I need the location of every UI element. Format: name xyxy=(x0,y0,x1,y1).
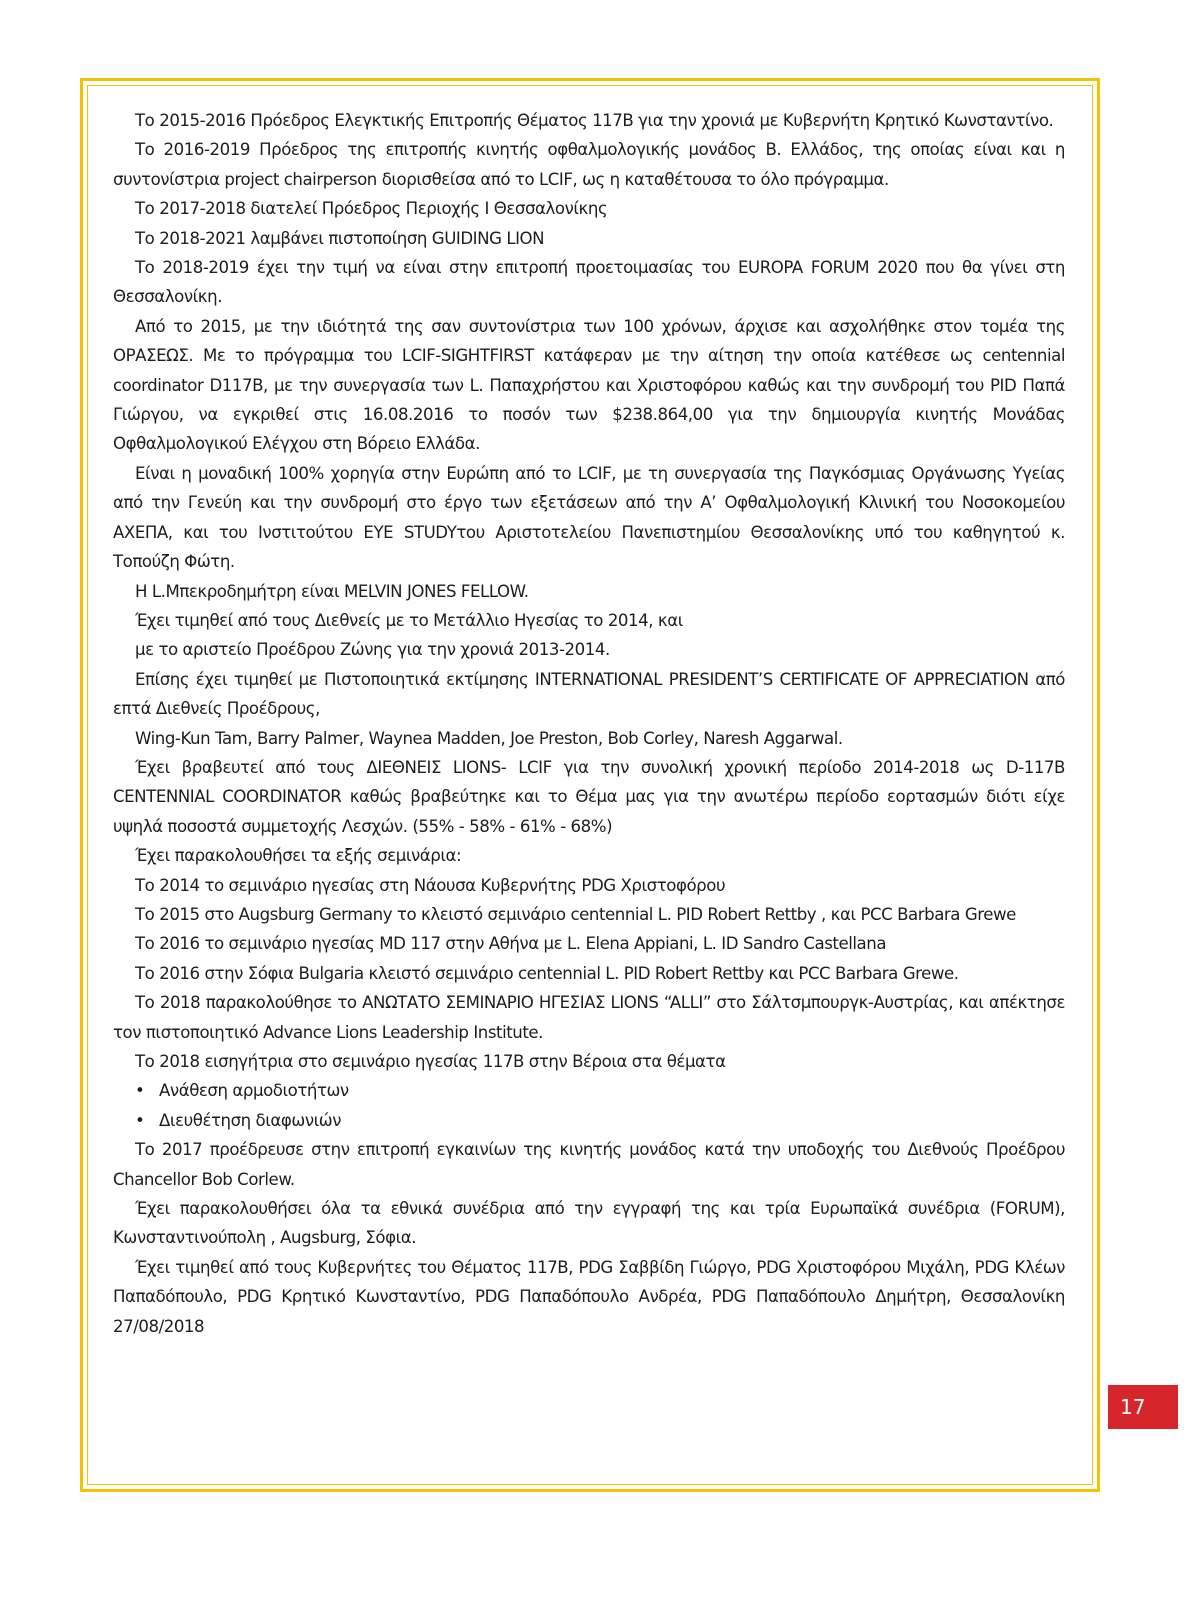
paragraph: Το 2016-2019 Πρόεδρος της επιτροπής κινητής οφθαλμολογικής μονάδος Β. Ελλάδος, της οποίας είναι και η συντονίστρια project chairperson διορισθείσα από το LCIF, ως η καταθέτουσα το όλο πρόγραμμα. xyxy=(113,140,1065,189)
list-item xyxy=(113,1106,1065,1135)
page-number-badge: 17 xyxy=(1108,1385,1178,1429)
list-item-text: Διευθέτηση διαφωνιών xyxy=(159,1110,342,1130)
paragraph: Το 2014 το σεμινάριο ηγεσίας στη Νάουσα Κυβερνήτης PDG Χριστοφόρου xyxy=(135,875,726,895)
paragraph: Το 2018-2021 λαμβάνει πιστοποίηση GUIDING LION xyxy=(135,228,545,248)
paragraph: Το 2017 προέδρευσε στην επιτροπή εγκαινίων της κινητής μονάδος κατά την υποδοχής του Διεθνούς Προέδρου Chancellor Bob Corlew. xyxy=(113,1140,1065,1189)
paragraph: Επίσης έχει τιμηθεί με Πιστοποιητικά εκτίμησης INTERNATIONAL PRESIDENT’S CERTIFICATE OF APPRECIATION από επτά Διεθνείς Προέδρους, xyxy=(113,669,1065,719)
paragraph: Το 2018 εισηγήτρια στο σεμινάριο ηγεσίας 117Β στην Βέροια στα θέματα xyxy=(135,1052,726,1071)
paragraph: Είναι η μοναδική 100% χορηγία στην Ευρώπη από το LCIF, με τη συνεργασία της Παγκόσμιας Οργάνωσης Υγείας από την Γενεύη και την συνδρομή στο έργο των εξετάσεων από την Α’ Οφθαλμολογική Κλινική του Νοσοκομείου ΑΧΕΠΑ, και του Ινστιτούτου EYE STUDYτου Αριστοτελείου Πανεπιστημίου Θεσσαλονίκης υπό του καθηγητού κ. Τοπούζη Φώτη. xyxy=(113,463,1065,572)
paragraph: Έχει τιμηθεί από τους Διεθνείς με το Μετάλλιο Ηγεσίας το 2014, και xyxy=(135,610,683,630)
paragraph: Το 2018 παρακολούθησε το ΑΝΩΤΑΤΟ ΣΕΜΙΝΑΡΙΟ ΗΓΕΣΙΑΣ LIONS “ALLI” στο Σάλτσμπουργκ-Αυστρίας, και απέκτησε τον πιστοποιητικό Advance Lions Leadership Institute. xyxy=(113,993,1065,1042)
paragraph: Έχει τιμηθεί από τους Κυβερνήτες του Θέματος 117Β, PDG Σαββίδη Γιώργο, PDG Χριστοφόρου Μιχάλη, PDG Κλέων Παπαδόπουλο, PDG Κρητικό Κωνσταντίνο, PDG Παπαδόπουλο Ανδρέα, PDG Παπαδόπουλο Δημήτρη, Θεσσαλονίκη 27/08/2018 xyxy=(113,1257,1065,1336)
paragraph: Το 2017-2018 διατελεί Πρόεδρος Περιοχής Ι Θεσσαλονίκης xyxy=(135,199,608,219)
paragraph: Το 2016 στην Σόφια Bulgaria κλειστό σεμινάριο centennial L. PID Robert Rettby και PCC Barbara Grewe. xyxy=(135,963,959,983)
bullet-icon: • xyxy=(135,1110,145,1130)
document-body xyxy=(113,106,1065,1341)
paragraph: Έχει παρακολουθήσει τα εξής σεμινάρια: xyxy=(135,846,462,866)
paragraph: Από το 2015, με την ιδιότητά της σαν συντονίστρια των 100 χρόνων, άρχισε και ασχολήθηκε στον τομέα της ΟΡΑΣΕΩΣ. Με το πρόγραμμα του LCIF-SIGHTFIRST κατάφεραν με την αίτηση την οποία κατέθεσε ως centennial coordinator D117B, με την συνεργασία των L. Παπαχρήστου και Χριστοφόρου καθώς και την συνδρομή του PID Παπά Γιώργου, να εγκριθεί στις 16.08.2016 το ποσόν των $238.864,00 για την δημιουργία κινητής Μονάδας Οφθαλμολογικού Ελέγχου στη Βόρειο Ελλάδα. xyxy=(113,316,1065,454)
paragraph: Το 2016 το σεμινάριο ηγεσίας MD 117 στην Αθήνα με L. Elena Appiani, L. ID Sandro Castellana xyxy=(135,934,887,954)
list-item xyxy=(113,1076,1065,1105)
paragraph: Έχει βραβευτεί από τους ΔΙΕΘΝΕΙΣ LIONS- LCIF για την συνολική χρονική περίοδο 2014-2018 ως D-117B CENTENNIAL COORDINATOR καθώς βραβεύτηκε και το Θέμα μας για την ανωτέρω περίοδο εορτασμών διότι είχε υψηλά ποσοστά συμμετοχής Λεσχών. (55% - 58% - 61% - 68%) xyxy=(113,757,1065,836)
paragraph: Το 2015-2016 Πρόεδρος Ελεγκτικής Επιτροπής Θέματος 117Β για την χρονιά με Κυβερνήτη Κρητικό Κωνσταντίνο. xyxy=(135,111,1054,130)
paragraph: Το 2018-2019 έχει την τιμή να είναι στην επιτροπή προετοιμασίας του EUROPA FORUM 2020 που θα γίνει στη Θεσσαλονίκη. xyxy=(113,258,1065,307)
paragraph: Wing-Kun Tam, Barry Palmer, Waynea Madden, Joe Preston, Bob Corley, Naresh Aggarwal. xyxy=(135,728,843,748)
bullet-icon: • xyxy=(135,1081,145,1101)
paragraph: Η L.Μπεκροδημήτρη είναι MELVIN JONES FELLOW. xyxy=(135,581,529,601)
paragraph: Έχει παρακολουθήσει όλα τα εθνικά συνέδρια από την εγγραφή της και τρία Ευρωπαϊκά συνέδρια (FORUM), Κωνσταντινούπολη , Augsburg, Σόφια. xyxy=(113,1199,1065,1248)
list-item-text: Ανάθεση αρμοδιοτήτων xyxy=(159,1081,349,1101)
paragraph: με το αριστείο Προέδρου Ζώνης για την χρονιά 2013-2014. xyxy=(135,640,610,660)
paragraph: Το 2015 στο Augsburg Germany το κλειστό σεμινάριο centennial L. PID Robert Rettby , και PCC Barbara Grewe xyxy=(135,904,1016,924)
